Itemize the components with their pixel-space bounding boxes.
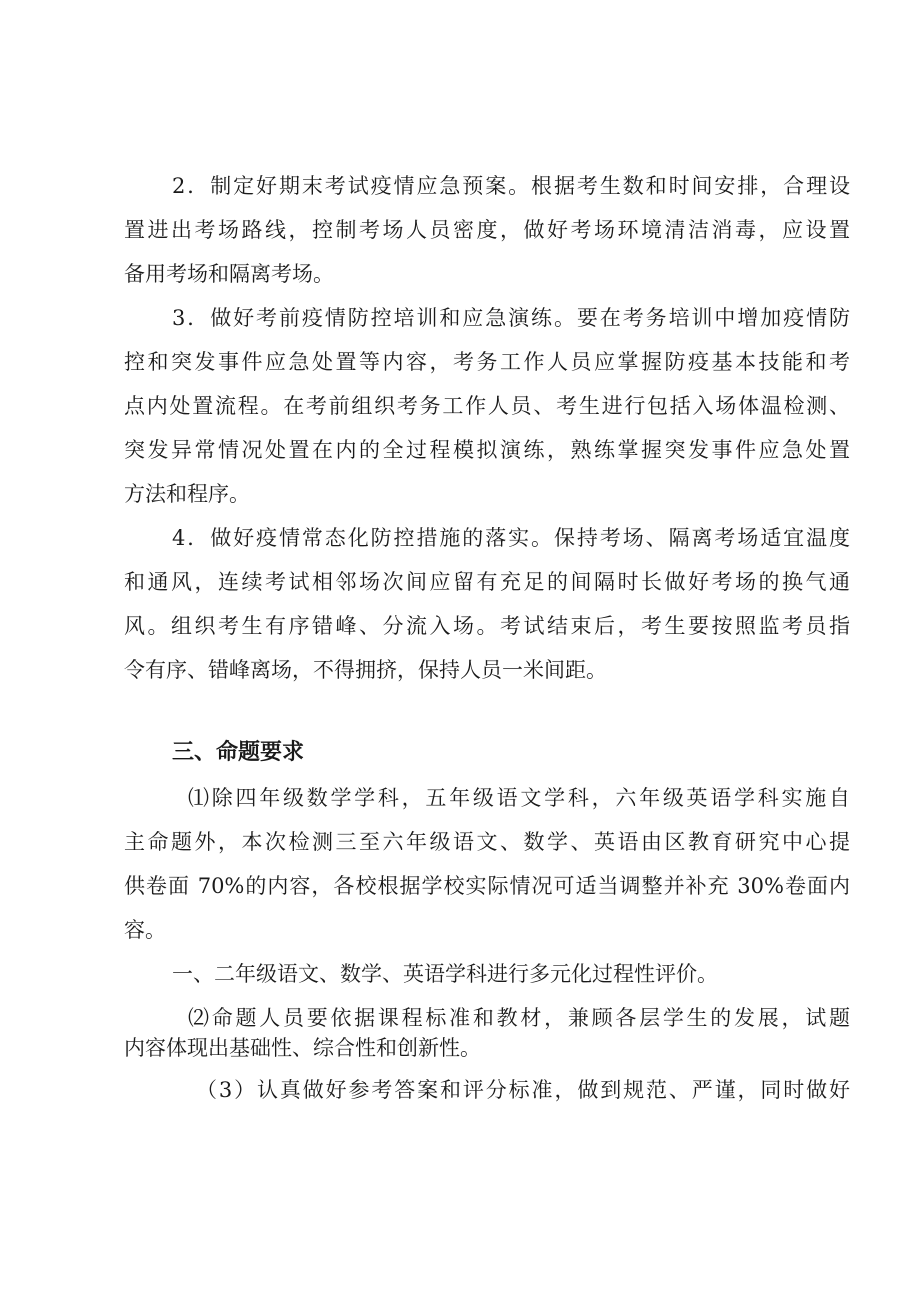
item-4-line-4: 令有序、错峰离场，不得拥挤，保持人员一米间距。 bbox=[124, 658, 607, 682]
req-1-line-1: ⑴除四年级数学学科，五年级语文学科，六年级英语学科实施自 bbox=[188, 786, 850, 810]
item-3-line-5: 方法和程序。 bbox=[124, 482, 250, 506]
item-4-line-2: 和通风，连续考试相邻场次间应留有充足的间隔时长做好考场的换气通 bbox=[124, 570, 850, 594]
req-3-line-1: （3）认真做好参考答案和评分标准，做到规范、严谨，同时做好 bbox=[196, 1078, 850, 1102]
item-2-line-2: 置进出考场路线，控制考场人员密度，做好考场环境清洁消毒，应设置 bbox=[124, 218, 850, 242]
req-1-line-2: 主命题外，本次检测三至六年级语文、数学、英语由区教育研究中心提 bbox=[124, 830, 850, 854]
section-heading-requirements: 三、命题要求 bbox=[172, 740, 305, 765]
item-2-line-3: 备用考场和隔离考场。 bbox=[124, 262, 334, 286]
item-4-line-1: 4．做好疫情常态化防控措施的落实。保持考场、隔离考场适宜温度 bbox=[172, 526, 850, 550]
req-1-line-3: 供卷面 70%的内容，各校根据学校实际情况可适当调整并补充 30%卷面内 bbox=[124, 874, 850, 898]
req-grade12-line-1: 一、二年级语文、数学、英语学科进行多元化过程性评价。 bbox=[172, 962, 718, 986]
item-3-line-1: 3．做好考前疫情防控培训和应急演练。要在考务培训中增加疫情防 bbox=[172, 306, 850, 330]
req-2-line-1: ⑵命题人员要依据课程标准和教材，兼顾各层学生的发展，试题 bbox=[188, 1006, 850, 1030]
item-3-line-2: 控和突发事件应急处置等内容，考务工作人员应掌握防疫基本技能和考 bbox=[124, 350, 850, 374]
item-2-line-1: 2．制定好期末考试疫情应急预案。根据考生数和时间安排，合理设 bbox=[172, 174, 850, 198]
item-4-line-3: 风。组织考生有序错峰、分流入场。考试结束后，考生要按照监考员指 bbox=[124, 614, 850, 638]
req-1-line-4: 容。 bbox=[124, 918, 166, 942]
item-3-line-3: 点内处置流程。在考前组织考务工作人员、考生进行包括入场体温检测、 bbox=[124, 394, 850, 418]
req-2-line-2: 内容体现出基础性、综合性和创新性。 bbox=[124, 1036, 481, 1060]
item-3-line-4: 突发异常情况处置在内的全过程模拟演练，熟练掌握突发事件应急处置 bbox=[124, 438, 850, 462]
